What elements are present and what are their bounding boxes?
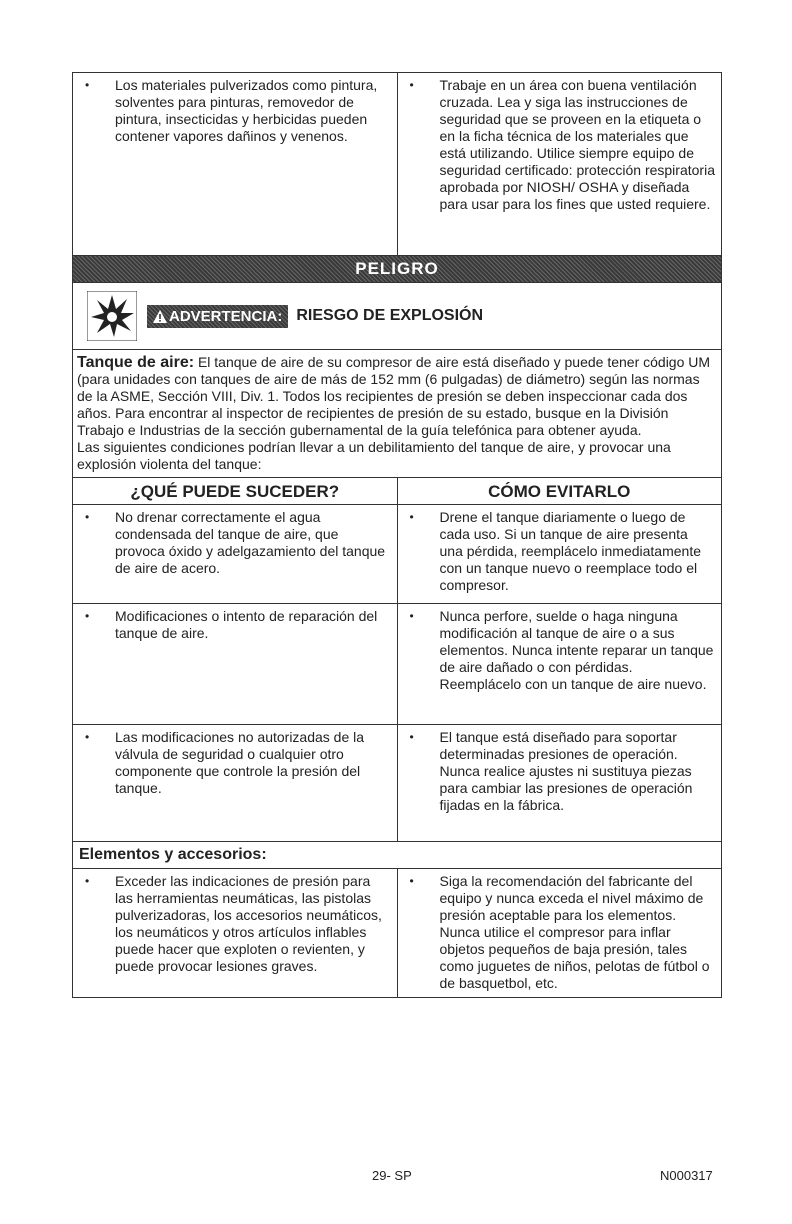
warning-row <box>72 283 722 350</box>
column-header-hazard: ¿QUÉ PUEDE SUCEDER? <box>130 482 340 501</box>
tank-text: El tanque de aire de su compresor de aire está diseñado y puede tener código UM (para unidades con tanques de aire de más de 152 mm (6 pulgadas) de diámetro) según las normas de la ASME, Sección VIII, Div. 1. Todos los recipientes de presión se deben inspeccionar cada dos años. Para encontrar al inspector de recipientes de presión de su estado, busque en la División Trabajo e Industrias de la sección gubernamental de la guía telefónica para obtener ayuda. <box>77 354 711 438</box>
table-row <box>72 725 722 842</box>
hazard-cell <box>73 725 397 841</box>
remedy-cell <box>397 869 722 997</box>
bullet: • <box>85 609 90 623</box>
safety-table <box>72 72 722 998</box>
table-row <box>72 72 722 256</box>
page-number: 29- SP <box>372 1168 412 1183</box>
remedy-text: Trabaje en un área con buena ventilación cruzada. Lea y siga las instrucciones de seguridad que se proveen en la etiqueta o en la ficha técnica de los materiales que está utilizando. Utilice siempre equipo de seguridad certificado: protección respiratoria aprobada por NIOSH/ OSHA y diseñada para usar para los fines que usted requiere. <box>439 77 715 212</box>
hazard-text: Exceder las indicaciones de presión para las herramientas neumáticas, las pistolas pulverizadoras, los accesorios neumáticos, los neumáticos y otros artículos inflables puede hacer que exploten o revienten, y puede provocar lesiones graves. <box>115 873 382 974</box>
remedy-cell <box>397 604 722 724</box>
hazard-text: Las modificaciones no autorizadas de la válvula de seguridad o cualquier otro componente que controle la presión del tanque. <box>115 729 365 796</box>
alert-triangle-icon <box>153 310 167 323</box>
bullet: • <box>85 510 90 524</box>
explosion-icon <box>87 291 137 341</box>
remedy-cell <box>397 73 722 255</box>
warning-badge-label: ADVERTENCIA: <box>169 307 283 325</box>
column-header-remedy: CÓMO EVITARLO <box>397 478 722 504</box>
remedy-text: El tanque está diseñado para soportar determinadas presiones de operación. Nunca realice ajustes ni sustituya piezas para cambiar las presiones de operación fijadas en la fábrica. <box>439 729 693 813</box>
hazard-text: Modificaciones o intento de reparación del tanque de aire. <box>115 608 378 641</box>
bullet: • <box>409 510 414 524</box>
remedy-text: Nunca perfore, suelde o haga ninguna modificación al tanque de aire o a sus elementos. Nunca intente reparar un tanque de aire dañado o con pérdidas. Reemplácelo con un tanque de aire nuevo. <box>439 608 714 692</box>
bullet: • <box>409 874 414 888</box>
bullet: • <box>85 78 90 92</box>
hazard-cell <box>73 505 397 603</box>
hazard-text: No drenar correctamente el agua condensada del tanque de aire, que provoca óxido y adelgazamiento del tanque de aire de acero. <box>115 509 386 576</box>
bullet: • <box>409 78 414 92</box>
remedy-cell <box>397 725 722 841</box>
tank-heading: Tanque de aire: <box>77 354 195 371</box>
bullet: • <box>85 874 90 888</box>
column-headers <box>72 478 722 505</box>
hazard-cell <box>73 73 397 255</box>
table-row <box>72 869 722 998</box>
danger-band <box>72 256 722 283</box>
tank-text-2: Las siguientes condiciones podrían llevar a un debilitamiento del tanque de aire, y provocar una explosión violenta del tanque: <box>77 439 671 472</box>
document-code: N000317 <box>660 1168 713 1183</box>
table-row <box>72 604 722 725</box>
hazard-text: Los materiales pulverizados como pintura, solventes para pinturas, removedor de pintura, insecticidas y herbicidas pueden contener vapores dañinos y venenos. <box>115 77 378 144</box>
remedy-text: Siga la recomendación del fabricante del equipo y nunca exceda el nivel máximo de presión aceptable para los elementos. Nunca utilice el compresor para inflar objetos pequeños de baja presión, tales como juguetes de niños, pelotas de fútbol o de basquetbol, etc. <box>439 873 710 991</box>
remedy-text: Drene el tanque diariamente o luego de cada uso. Si un tanque de aire presenta una pérdida, reemplácelo inmediatamente con un tanque nuevo o reemplace todo el compresor. <box>439 509 701 593</box>
section-heading: Elementos y accesorios: <box>72 842 722 869</box>
warning-title: RIESGO DE EXPLOSIÓN <box>296 307 484 324</box>
bullet: • <box>85 730 90 744</box>
table-row <box>72 505 722 604</box>
warning-badge <box>147 305 288 328</box>
hazard-cell <box>73 604 397 724</box>
remedy-cell <box>397 505 722 603</box>
bullet: • <box>409 730 414 744</box>
tank-paragraph <box>72 350 722 478</box>
danger-label: PELIGRO <box>355 259 439 278</box>
hazard-cell <box>73 869 397 997</box>
bullet: • <box>409 609 414 623</box>
